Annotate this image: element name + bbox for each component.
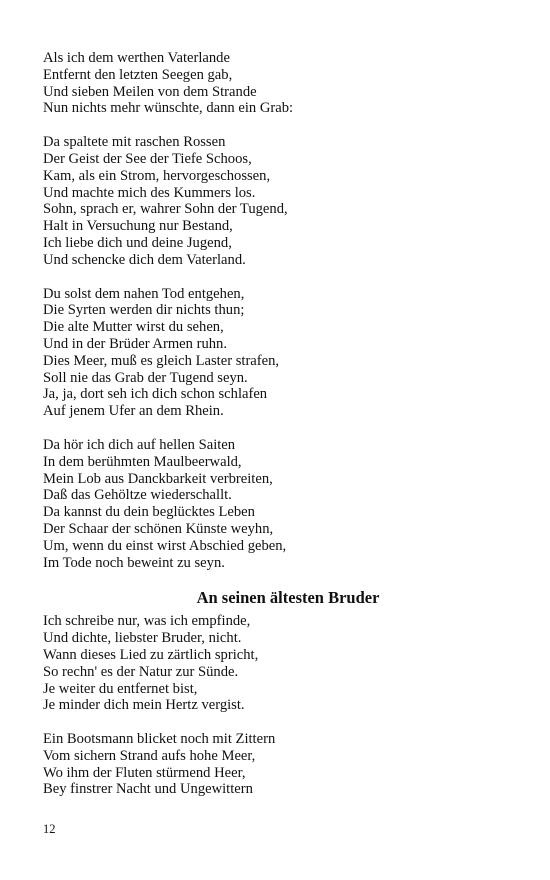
page-number: 12 (43, 822, 56, 836)
verse-line: Bey finstrer Nacht und Ungewittern (43, 781, 253, 798)
verse-line: Auf jenem Ufer an dem Rhein. (43, 403, 224, 420)
stanza (43, 134, 513, 268)
verse-line: Und sieben Meilen von dem Strande (43, 83, 257, 100)
verse-line: Die Syrten werden dir nichts thun; (43, 302, 245, 319)
verse-line: So rechn' es der Natur zur Sünde. (43, 663, 239, 680)
verse-line: Je weiter du entfernet bist, (43, 680, 198, 697)
verse-line: Der Schaar der schönen Künste weyhn, (43, 520, 274, 537)
stanza (43, 437, 513, 571)
stanza (43, 613, 513, 714)
verse-line: Wo ihm der Fluten stürmend Heer, (43, 764, 246, 781)
verse-line: Die alte Mutter wirst du sehen, (43, 319, 224, 336)
verse-line: Und in der Brüder Armen ruhn. (43, 335, 228, 352)
verse-line: Im Tode noch beweint zu seyn. (43, 554, 225, 571)
verse-line: Ich schreibe nur, was ich empfinde, (43, 613, 251, 630)
verse-line: Da hör ich dich auf hellen Saiten (43, 436, 236, 453)
page-body (43, 50, 513, 815)
verse-line: Um, wenn du einst wirst Abschied geben, (43, 537, 287, 554)
stanza (43, 286, 513, 420)
verse-line: Kam, als ein Strom, hervorgeschossen, (43, 167, 271, 184)
verse-line: In dem berühmten Maulbeerwald, (43, 453, 242, 470)
verse-line: Vom sichern Strand aufs hohe Meer, (43, 747, 256, 764)
verse-line: Daß das Gehöltze wiederschallt. (43, 487, 232, 504)
poem-title: An seinen ältesten Bruder (196, 588, 380, 608)
verse-line: Der Geist der See der Tiefe Schoos, (43, 150, 252, 167)
verse-line: Wann dieses Lied zu zärtlich spricht, (43, 646, 259, 663)
stanza (43, 731, 513, 798)
poem-an-seinen-aeltesten-bruder (43, 613, 513, 798)
verse-line: Da kannst du dein beglücktes Leben (43, 504, 255, 521)
verse-line: Entfernt den letzten Seegen gab, (43, 66, 233, 83)
verse-line: Und dichte, liebster Bruder, nicht. (43, 630, 242, 647)
verse-line: Da spaltete mit raschen Rossen (43, 134, 226, 151)
verse-line: Ein Bootsmann blicket noch mit Zittern (43, 731, 276, 748)
verse-line: Je minder dich mein Hertz vergist. (43, 697, 245, 714)
verse-line: Und schencke dich dem Vaterland. (43, 251, 246, 268)
verse-line: Ja, ja, dort seh ich dich schon schlafen (43, 386, 268, 403)
verse-line: Soll nie das Grab der Tugend seyn. (43, 369, 248, 386)
verse-line: Als ich dem werthen Vaterlande (43, 50, 230, 66)
stanza (43, 50, 513, 117)
verse-line: Ich liebe dich und deine Jugend, (43, 234, 232, 251)
verse-line: Dies Meer, muß es gleich Laster strafen, (43, 352, 280, 369)
verse-line: Mein Lob aus Danckbarkeit verbreiten, (43, 470, 273, 487)
poem-previous-continuation (43, 50, 513, 571)
verse-line: Sohn, sprach er, wahrer Sohn der Tugend, (43, 201, 288, 218)
verse-line: Halt in Versuchung nur Bestand, (43, 218, 233, 235)
verse-line: Nun nichts mehr wünschte, dann ein Grab: (43, 100, 294, 117)
verse-line: Du solst dem nahen Tod entgehen, (43, 285, 245, 302)
verse-line: Und machte mich des Kummers los. (43, 184, 256, 201)
